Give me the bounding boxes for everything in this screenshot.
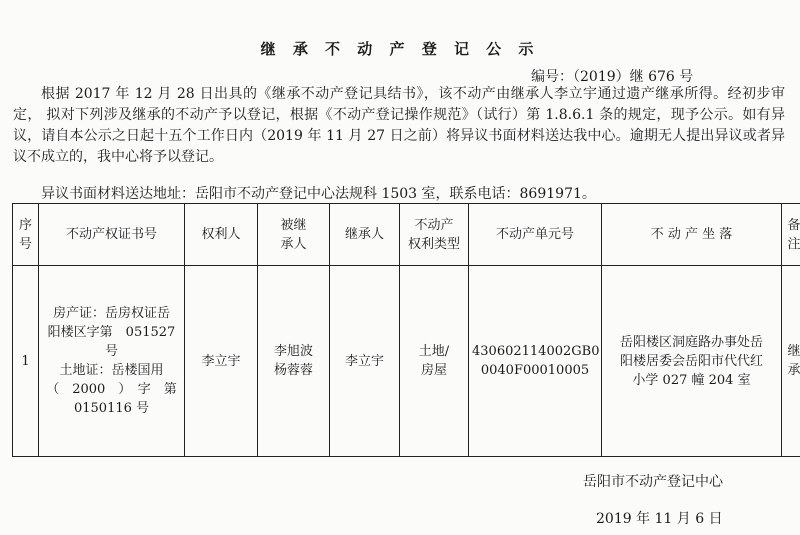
- header-remark: 备 注: [782, 204, 800, 266]
- header-seq: 序 号: [13, 204, 39, 266]
- document-number: 编号：（2019）继 676 号: [531, 69, 694, 85]
- cell-unit-no: 430602114002GB0 0040F00010005: [469, 266, 602, 457]
- header-owner: 权利人: [185, 204, 258, 266]
- cell-remark: 继 承: [782, 266, 800, 457]
- header-unit-no: 不动产单元号: [469, 204, 602, 266]
- table-row: [13, 266, 800, 457]
- table-header-row: [13, 204, 800, 266]
- cell-seq: 1: [13, 266, 39, 457]
- cell-location: 岳阳楼区洞庭路办事处岳 阳楼居委会岳阳市代代红 小学 027 幢 204 室: [602, 266, 782, 457]
- issuing-organization: 岳阳市不动产登记中心: [583, 474, 723, 490]
- header-heir: 继承人: [330, 204, 400, 266]
- header-cert: 不动产权证书号: [39, 204, 185, 266]
- cell-heir: 李立宇: [330, 266, 400, 457]
- cell-decedent: 李旭波 杨蓉蓉: [258, 266, 330, 457]
- header-decedent: 被继 承人: [258, 204, 330, 266]
- property-table: [12, 203, 800, 457]
- issue-date: 2019 年 11 月 6 日: [596, 511, 723, 527]
- objection-address: 异议书面材料送达地址：岳阳市不动产登记中心法规科 1503 室，联系电话：8691971。: [41, 186, 596, 202]
- cell-right-type: 土地/ 房屋: [400, 266, 469, 457]
- header-location: 不 动 产 坐 落: [602, 204, 782, 266]
- notice-body: 根据 2017 年 12 月 28 日出具的《继承不动产登记具结书》，该不动产由继承人李立宇通过遗产继承所得。经初步审定， 拟对下列涉及继承的不动产予以登记，根据《不动产登记操作规范》（试行）第 1.8.6.1 条的规定，现予公示。如有异议，请自本公示之日起十五个工作日内（2019 年 11 月 27 日之前）将异议书面材料送达我中心。逾期无人提出异议或者异议不成立的，我中心将予以登记。: [13, 86, 785, 165]
- cell-owner: 李立宇: [185, 266, 258, 457]
- header-right-type: 不动产 权利类型: [400, 204, 469, 266]
- cell-cert: 房产证：岳房权证岳 阳楼区字第 051527 号 土地证：岳楼国用 （ 2000 ） 字 第 0150116 号: [39, 266, 185, 457]
- notice-title: 继 承 不 动 产 登 记 公 示: [260, 40, 540, 58]
